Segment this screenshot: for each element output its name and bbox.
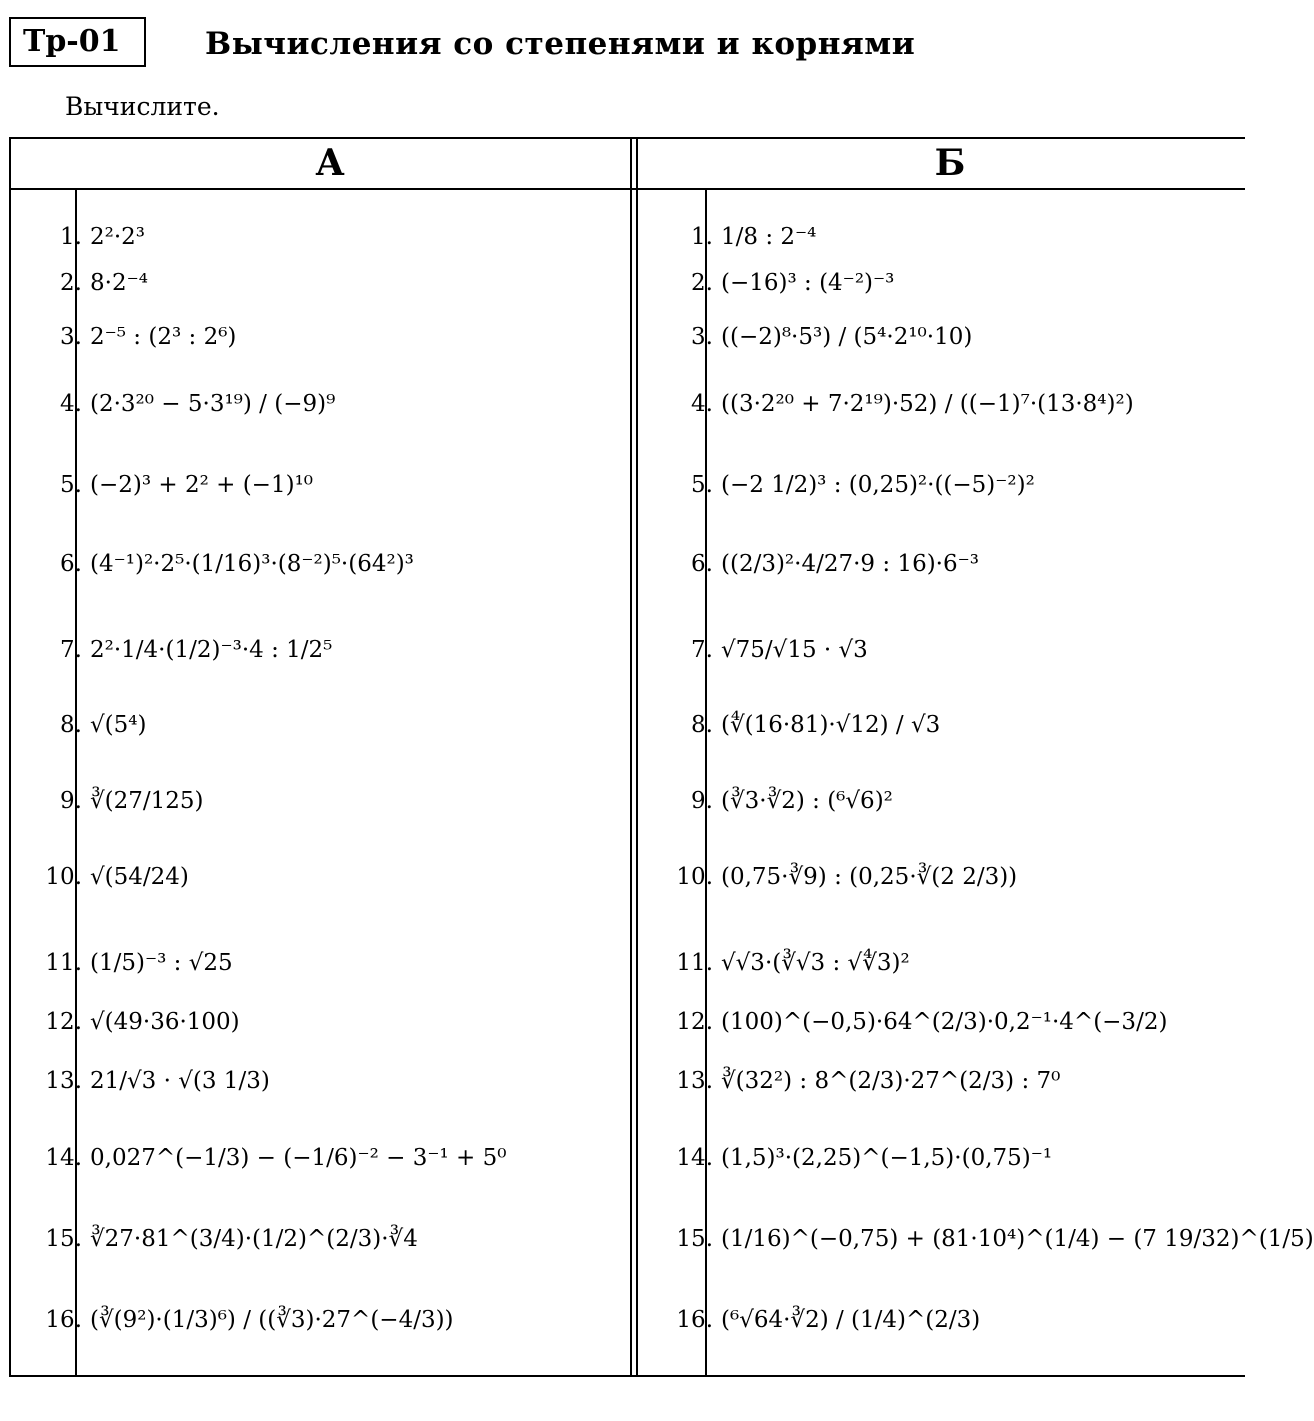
exercise-number: 4. [60,391,82,417]
exercise-expression: (2·3²⁰ − 5·3¹⁹) / (−9)⁹ [90,391,336,417]
exercise-number: 2. [691,270,713,296]
exercise-expression: (1/16)^(−0,75) + (81·10⁴)^(1/4) − (7 19/32)^(1/5) [721,1226,1314,1252]
exercise-number: 15. [45,1226,82,1252]
exercise-number: 1. [691,224,713,250]
instruction-text: Вычислите. [65,92,220,121]
exercise-number: 7. [691,637,713,663]
exercise-number: 12. [676,1009,713,1035]
exercise-number: 14. [45,1145,82,1171]
exercise-number: 8. [60,712,82,738]
exercise-number: 13. [676,1068,713,1094]
column-header-a: А [315,142,345,184]
exercise-expression: ∛(27/125) [90,788,204,814]
exercise-number: 6. [60,551,82,577]
exercise-expression: 2²·1/4·(1/2)⁻³·4 : 1/2⁵ [90,637,333,663]
exercise-expression: 8·2⁻⁴ [90,270,148,296]
exercise-number: 9. [691,788,713,814]
exercise-expression: (1/5)⁻³ : √25 [90,950,233,976]
exercise-number: 9. [60,788,82,814]
exercise-expression: (−2)³ + 2² + (−1)¹⁰ [90,472,314,498]
exercise-expression: √(54/24) [90,864,189,890]
exercise-expression: √75/√15 · √3 [721,637,868,663]
exercise-number: 14. [676,1145,713,1171]
exercise-expression: 21/√3 · √(3 1/3) [90,1068,270,1094]
exercise-expression: (−16)³ : (4⁻²)⁻³ [721,270,895,296]
column-divider-right [636,137,638,1377]
exercise-number: 1. [60,224,82,250]
exercise-number: 4. [691,391,713,417]
exercise-number: 11. [676,950,713,976]
page-title: Вычисления со степенями и корнями [205,26,916,62]
exercise-number: 12. [45,1009,82,1035]
exercise-number: 6. [691,551,713,577]
exercise-expression: 1/8 : 2⁻⁴ [721,224,817,250]
exercise-number: 3. [60,324,82,350]
exercise-expression: ((3·2²⁰ + 7·2¹⁹)·52) / ((−1)⁷·(13·8⁴)²) [721,391,1134,417]
exercise-number: 15. [676,1226,713,1252]
exercise-number: 3. [691,324,713,350]
exercise-expression: 0,027^(−1/3) − (−1/6)⁻² − 3⁻¹ + 5⁰ [90,1145,507,1171]
exercise-expression: (∛(9²)·(1/3)⁶) / ((∛3)·27^(−4/3)) [90,1307,454,1333]
exercise-expression: ((2/3)²·4/27·9 : 16)·6⁻³ [721,551,979,577]
exercise-number: 2. [60,270,82,296]
exercise-expression: √(5⁴) [90,712,147,738]
exercise-expression: ((−2)⁸·5³) / (5⁴·2¹⁰·10) [721,324,973,350]
exercise-number: 5. [60,472,82,498]
exercise-number: 13. [45,1068,82,1094]
exercise-number: 10. [676,864,713,890]
column-divider-left [630,137,632,1377]
exercise-number: 16. [676,1307,713,1333]
exercise-expression: 2²·2³ [90,224,146,250]
exercise-expression: √√3·(∛√3 : √∜3)² [721,950,910,976]
number-divider-a [75,190,77,1376]
header-divider [9,188,1245,190]
column-header-b: Б [934,142,966,184]
exercise-expression: (0,75·∛9) : (0,25·∛(2 2/3)) [721,864,1018,890]
worksheet-code: Тр-01 [9,17,146,67]
exercise-number: 10. [45,864,82,890]
exercise-number: 5. [691,472,713,498]
exercise-expression: ∛27·81^(3/4)·(1/2)^(2/3)·∛4 [90,1226,418,1252]
exercise-number: 16. [45,1307,82,1333]
number-divider-b [705,190,707,1376]
exercise-expression: (∛3·∛2) : (⁶√6)² [721,788,893,814]
exercise-expression: (100)^(−0,5)·64^(2/3)·0,2⁻¹·4^(−3/2) [721,1009,1168,1035]
exercise-expression: (∜(16·81)·√12) / √3 [721,712,941,738]
exercise-number: 8. [691,712,713,738]
exercise-expression: (4⁻¹)²·2⁵·(1/16)³·(8⁻²)⁵·(64²)³ [90,551,414,577]
exercise-number: 7. [60,637,82,663]
exercise-expression: (−2 1/2)³ : (0,25)²·((−5)⁻²)² [721,472,1035,498]
exercise-expression: (⁶√64·∛2) / (1/4)^(2/3) [721,1307,981,1333]
exercise-expression: 2⁻⁵ : (2³ : 2⁶) [90,324,237,350]
exercise-expression: ∛(32²) : 8^(2/3)·27^(2/3) : 7⁰ [721,1068,1061,1094]
exercise-expression: (1,5)³·(2,25)^(−1,5)·(0,75)⁻¹ [721,1145,1053,1171]
exercise-expression: √(49·36·100) [90,1009,240,1035]
exercise-number: 11. [45,950,82,976]
